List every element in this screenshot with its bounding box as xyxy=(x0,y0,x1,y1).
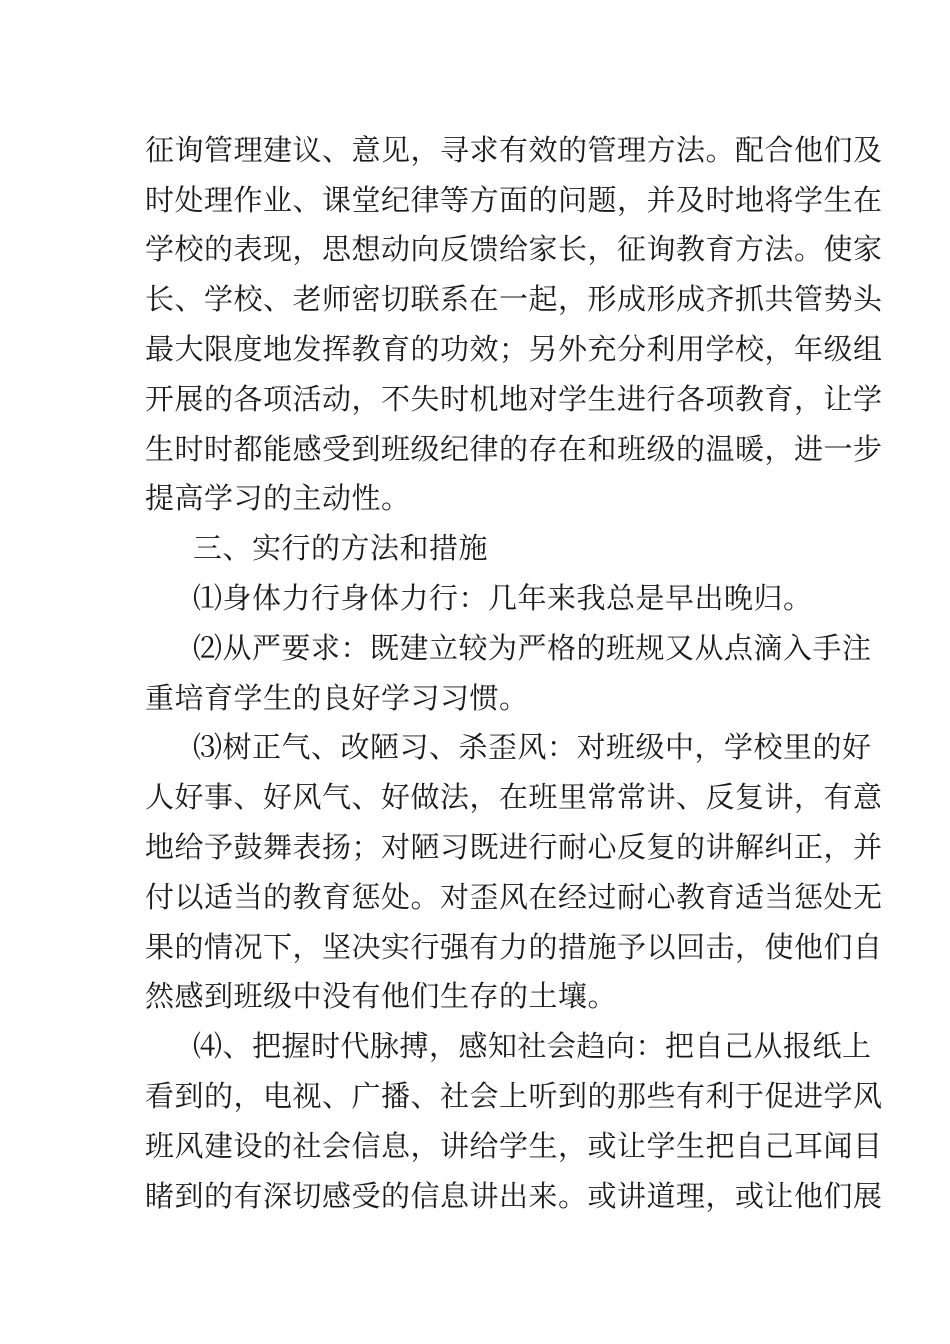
text-line: ⑷、把握时代脉搏，感知社会趋向：把自己从报纸上 xyxy=(193,1029,872,1063)
text-line: ⑶树正气、改陋习、杀歪风：对班级中，学校里的好 xyxy=(193,730,872,764)
text-line: 睹到的有深切感受的信息讲出来。或讲道理，或让他们展 xyxy=(145,1179,883,1213)
text-line: 班风建设的社会信息，讲给学生，或让学生把自己耳闻目 xyxy=(145,1129,883,1163)
text-line: 人好事、好风气、好做法，在班里常常讲、反复讲，有意 xyxy=(145,780,883,814)
section-heading: 三、实行的方法和措施 xyxy=(193,531,489,565)
text-line: 果的情况下，坚决实行强有力的措施予以回击，使他们自 xyxy=(145,930,883,964)
text-line: 生时时都能感受到班级纪律的存在和班级的温暖，进一步 xyxy=(145,432,883,466)
text-line: 重培育学生的良好学习习惯。 xyxy=(145,681,529,715)
text-line: 看到的，电视、广播、社会上听到的那些有利于促进学风 xyxy=(145,1079,883,1113)
text-line: 最大限度地发挥教育的功效；另外充分利用学校，年级组 xyxy=(145,332,883,366)
text-line: 长、学校、老师密切联系在一起，形成形成齐抓共管势头 xyxy=(145,282,883,316)
text-line: 开展的各项活动，不失时机地对学生进行各项教育，让学 xyxy=(145,382,883,416)
text-line: 然感到班级中没有他们生存的土壤。 xyxy=(145,979,618,1013)
text-line: 付以适当的教育惩处。对歪风在经过耐心教育适当惩处无 xyxy=(145,880,883,914)
text-line: 地给予鼓舞表扬；对陋习既进行耐心反复的讲解纠正，并 xyxy=(145,830,883,864)
text-line: ⑴身体力行身体力行：几年来我总是早出晚归。 xyxy=(193,581,813,615)
text-line: 时处理作业、课堂纪律等方面的问题，并及时地将学生在 xyxy=(145,183,883,217)
text-line: 征询管理建议、意见，寻求有效的管理方法。配合他们及 xyxy=(145,133,883,167)
text-line: 学校的表现，思想动向反馈给家长，征询教育方法。使家 xyxy=(145,232,883,266)
text-line: ⑵从严要求：既建立较为严格的班规又从点滴入手注 xyxy=(193,631,872,665)
text-line: 提高学习的主动性。 xyxy=(145,481,411,515)
